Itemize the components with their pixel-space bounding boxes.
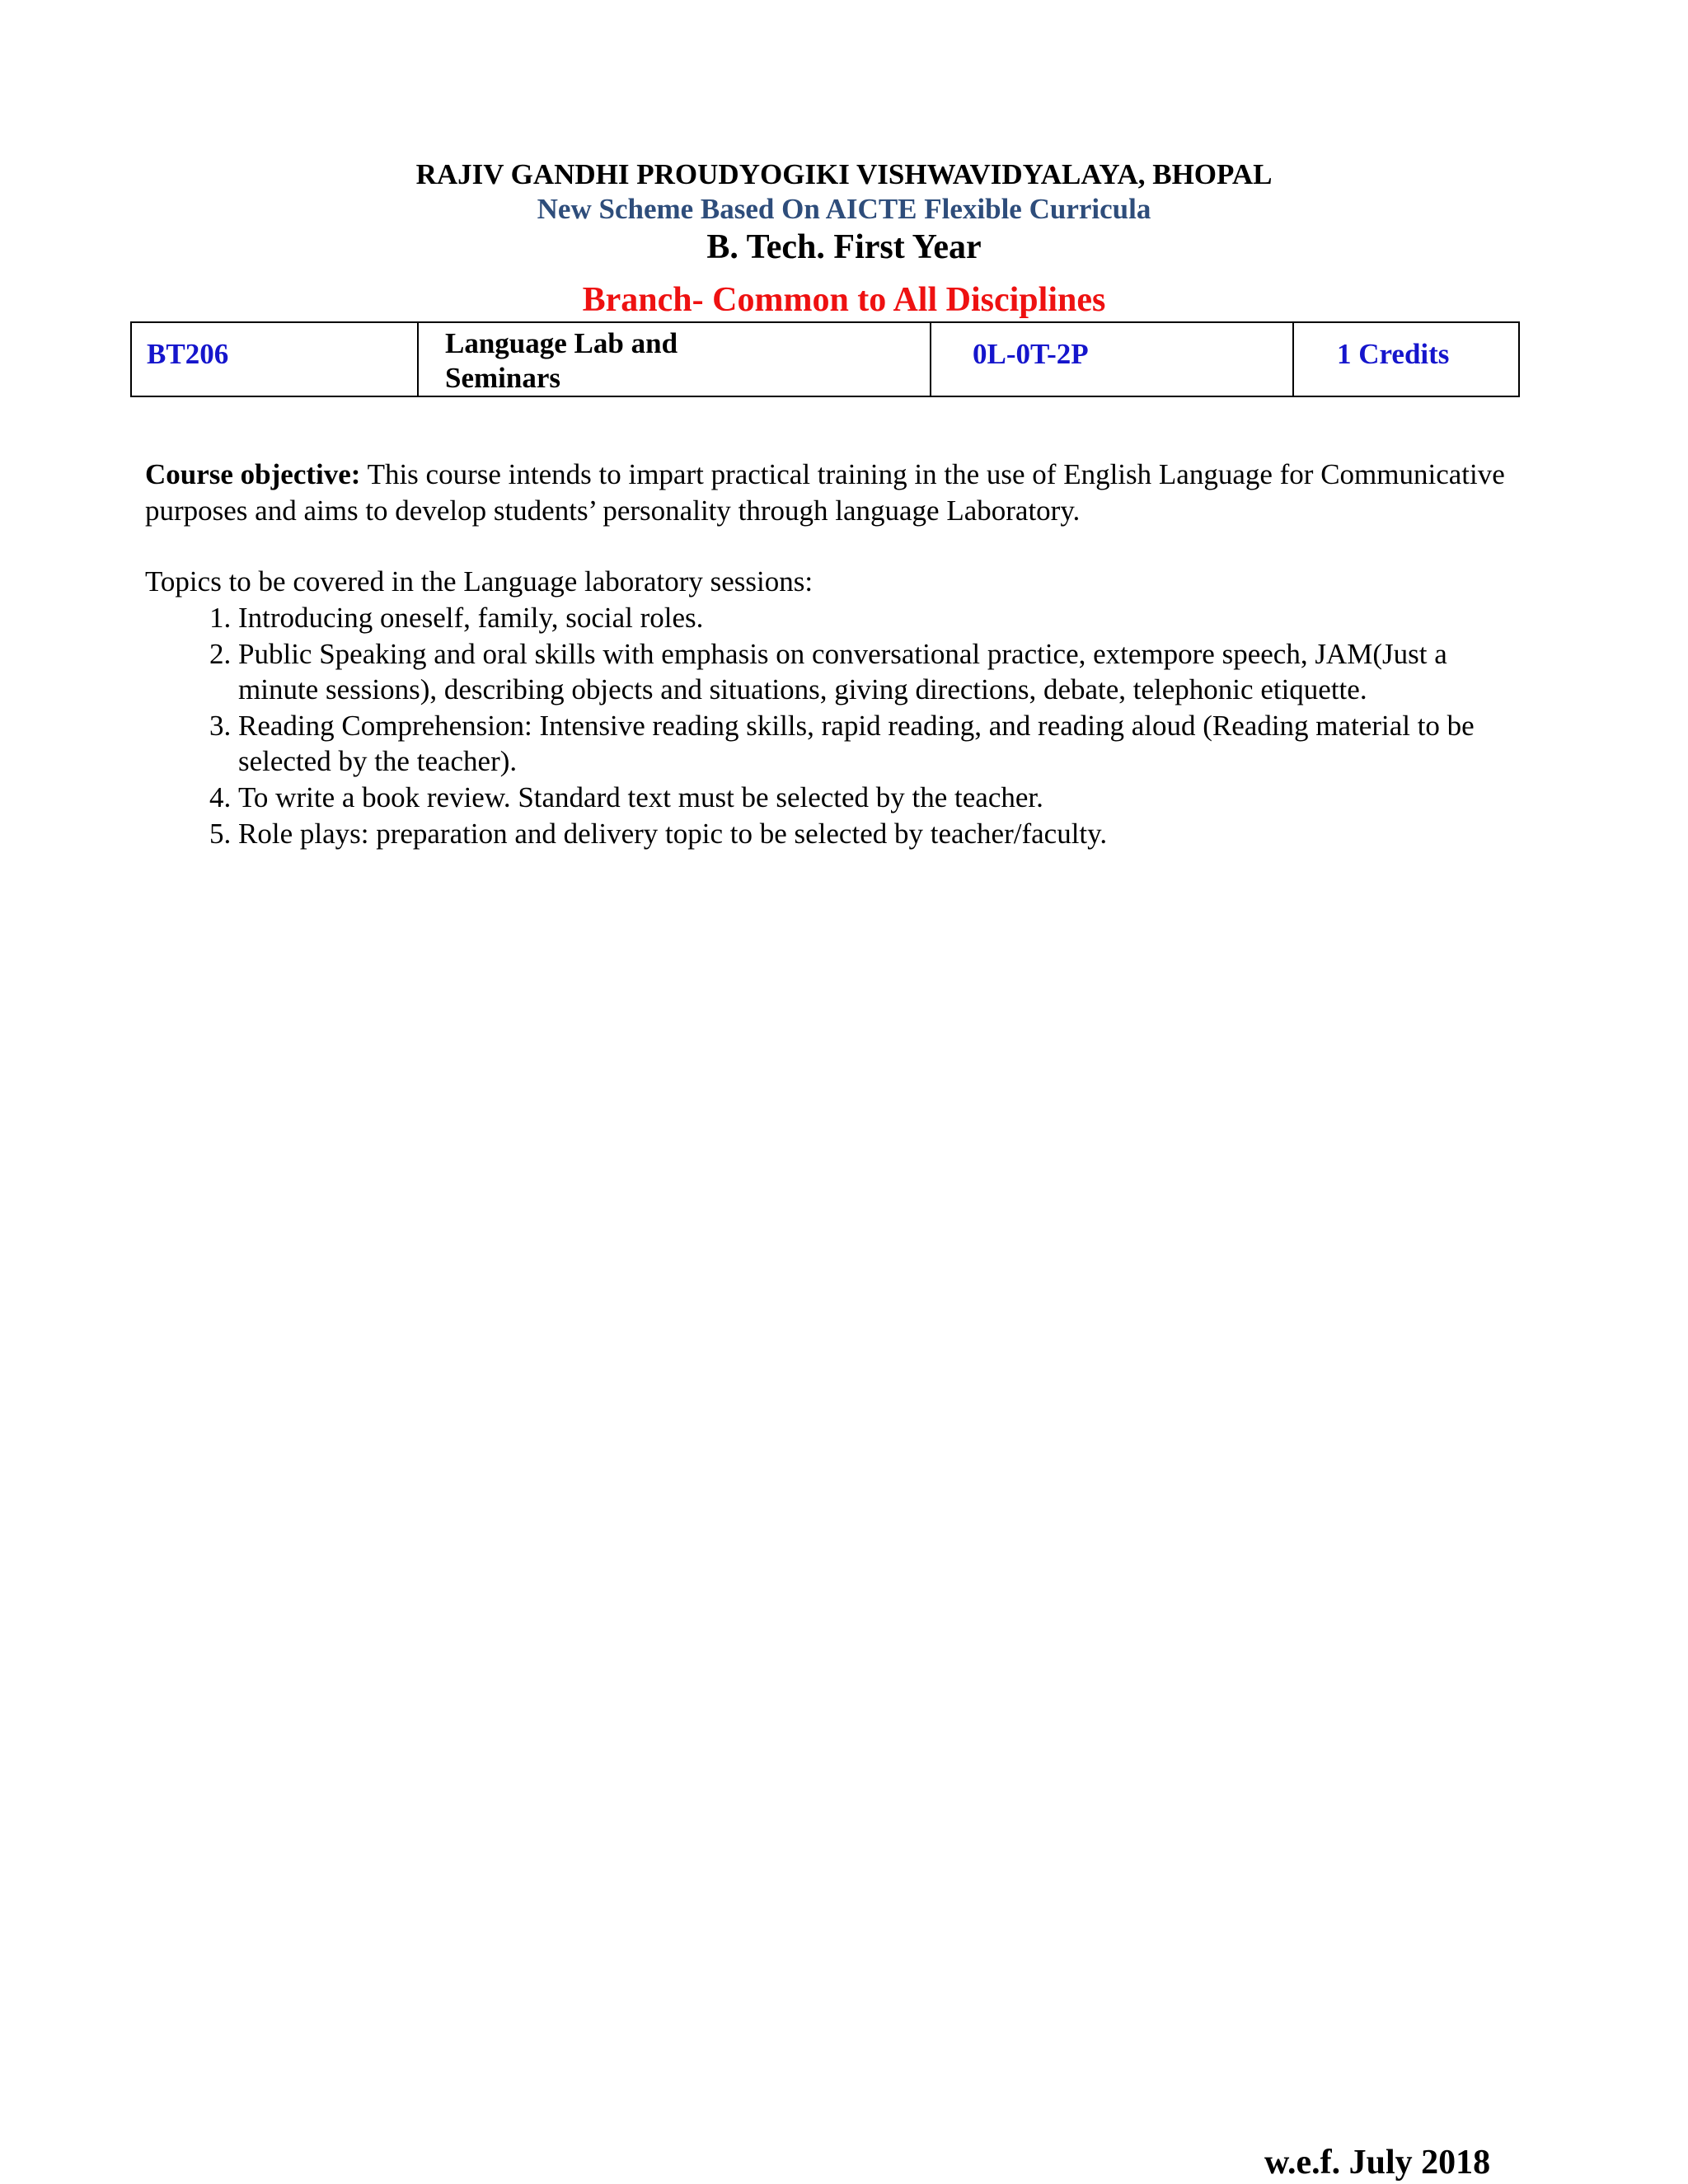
effective-date: w.e.f. July 2018 [1264, 2144, 1491, 2182]
course-title-line1: Language Lab and [445, 327, 678, 359]
scheme-title: New Scheme Based On AICTE Flexible Curricula [537, 193, 1151, 225]
course-title [418, 322, 931, 396]
objective-label: Course objective: [145, 458, 361, 490]
branch-title: Branch- Common to All Disciplines [582, 281, 1106, 319]
course-ltp: 0L-0T-2P [931, 322, 1293, 396]
university-name: RAJIV GANDHI PROUDYOGIKI VISHWAVIDYALAYA, BHOPAL [415, 158, 1273, 190]
course-code: BT206 [131, 322, 418, 396]
course-title-line2: Seminars [445, 362, 560, 394]
course-credits: 1 Credits [1293, 322, 1519, 396]
topics-list [145, 600, 1513, 851]
year-title: B. Tech. First Year [706, 228, 982, 266]
list-item: 3. Reading Comprehension: Intensive reading skills, rapid reading, and reading aloud (Reading material to be selected by the teacher). [238, 708, 1513, 780]
course-objective [145, 457, 1513, 529]
list-item: 2. Public Speaking and oral skills with emphasis on conversational practice, extempore speech, JAM(Just a minute sessions), describing objects and situations, giving directions, debate, telephonic etiquette. [238, 636, 1513, 708]
objective-text: This course intends to impart practical training in the use of English Language for Communicative purposes and aims to develop students’ personality through language Laboratory. [145, 458, 1505, 527]
list-item: 4. To write a book review. Standard text must be selected by the teacher. [238, 780, 1513, 816]
list-item: 5. Role plays: preparation and delivery topic to be selected by teacher/faculty. [238, 816, 1513, 852]
topics-intro: Topics to be covered in the Language laboratory sessions: [145, 565, 814, 598]
course-table [130, 321, 1520, 397]
course-row [131, 322, 1519, 396]
list-item: 1. Introducing oneself, family, social roles. [238, 600, 1513, 636]
